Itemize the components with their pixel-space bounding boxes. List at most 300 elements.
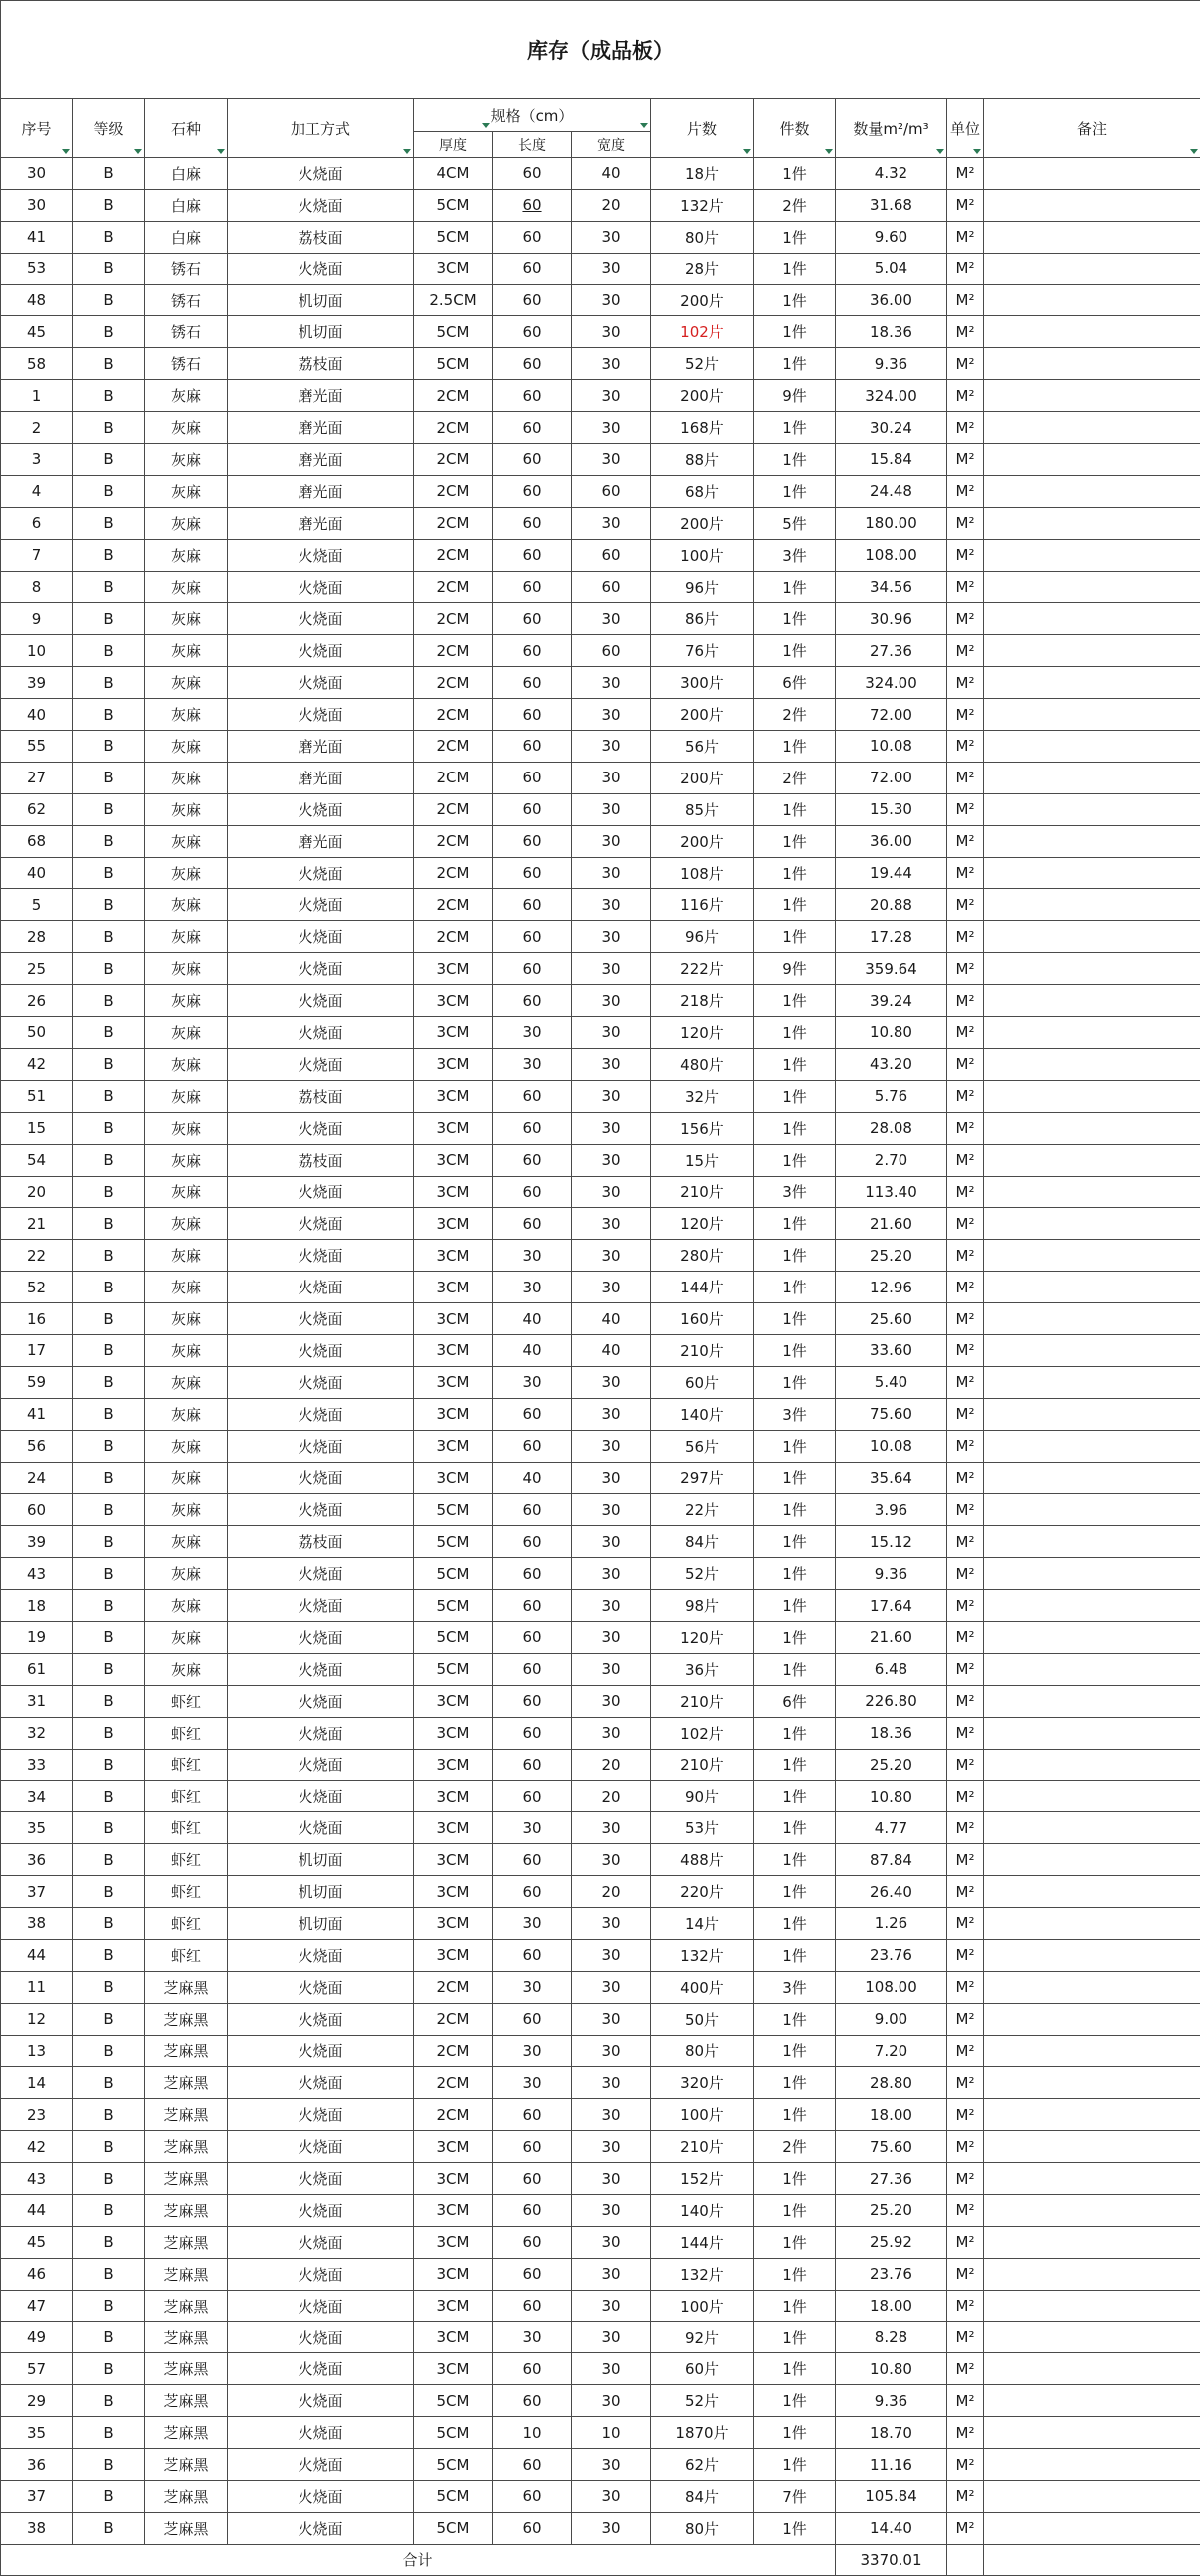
cell-process[interactable]: 火烧面 (228, 2290, 414, 2321)
cell-process[interactable]: 火烧面 (228, 189, 414, 221)
cell-stone[interactable]: 虾红 (145, 1907, 228, 1939)
cell-length[interactable]: 60 (493, 1685, 572, 1717)
cell-grade[interactable]: B (73, 1208, 145, 1240)
filter-dropdown-icon[interactable] (743, 149, 751, 154)
cell-seq[interactable]: 45 (1, 316, 73, 348)
cell-seq[interactable]: 8 (1, 571, 73, 603)
cell-qty[interactable]: 10.08 (836, 731, 947, 763)
cell-seq[interactable]: 21 (1, 1208, 73, 1240)
cell-seq[interactable]: 42 (1, 2131, 73, 2163)
header-spec[interactable]: 规格（cm） (414, 99, 651, 132)
cell-stone[interactable]: 灰麻 (145, 1303, 228, 1335)
cell-thickness[interactable]: 3CM (414, 1272, 493, 1303)
cell-pieces[interactable]: 68片 (651, 475, 754, 507)
cell-pieces[interactable]: 56片 (651, 1430, 754, 1462)
cell-seq[interactable]: 25 (1, 953, 73, 985)
cell-count[interactable]: 1件 (754, 1080, 836, 1112)
cell-qty[interactable]: 26.40 (836, 1876, 947, 1908)
cell-grade[interactable]: B (73, 2353, 145, 2385)
cell-thickness[interactable]: 3CM (414, 1017, 493, 1049)
cell-seq[interactable]: 61 (1, 1653, 73, 1685)
cell-thickness[interactable]: 3CM (414, 2226, 493, 2258)
cell-remark[interactable] (984, 1303, 1200, 1335)
cell-count[interactable]: 1件 (754, 1876, 836, 1908)
cell-stone[interactable]: 虾红 (145, 1939, 228, 1971)
cell-process[interactable]: 火烧面 (228, 2195, 414, 2227)
cell-count[interactable]: 1件 (754, 2099, 836, 2131)
cell-pieces[interactable]: 132片 (651, 1939, 754, 1971)
cell-unit[interactable]: M² (947, 1558, 984, 1590)
cell-remark[interactable] (984, 2449, 1200, 2481)
cell-stone[interactable]: 芝麻黑 (145, 2481, 228, 2513)
cell-thickness[interactable]: 3CM (414, 953, 493, 985)
cell-length[interactable]: 40 (493, 1334, 572, 1366)
cell-qty[interactable]: 324.00 (836, 667, 947, 699)
cell-length[interactable]: 30 (493, 1907, 572, 1939)
cell-length[interactable]: 60 (493, 1144, 572, 1176)
total-unit-cell[interactable] (947, 2544, 984, 2575)
cell-thickness[interactable]: 2CM (414, 380, 493, 412)
cell-count[interactable]: 1件 (754, 1334, 836, 1366)
cell-remark[interactable] (984, 667, 1200, 699)
cell-length[interactable]: 60 (493, 1876, 572, 1908)
cell-count[interactable]: 2件 (754, 189, 836, 221)
cell-seq[interactable]: 10 (1, 635, 73, 667)
cell-pieces[interactable]: 200片 (651, 507, 754, 539)
cell-count[interactable]: 1件 (754, 2003, 836, 2035)
cell-width[interactable]: 30 (572, 1017, 651, 1049)
header-unit[interactable]: 单位 (947, 99, 984, 158)
cell-grade[interactable]: B (73, 1398, 145, 1430)
cell-remark[interactable] (984, 1048, 1200, 1080)
cell-seq[interactable]: 47 (1, 2290, 73, 2321)
cell-stone[interactable]: 灰麻 (145, 699, 228, 731)
cell-seq[interactable]: 20 (1, 1176, 73, 1208)
cell-pieces[interactable]: 108片 (651, 857, 754, 889)
cell-count[interactable]: 3件 (754, 1176, 836, 1208)
cell-remark[interactable] (984, 380, 1200, 412)
cell-unit[interactable]: M² (947, 2481, 984, 2513)
cell-remark[interactable] (984, 189, 1200, 221)
cell-qty[interactable]: 10.80 (836, 1781, 947, 1812)
cell-process[interactable]: 磨光面 (228, 380, 414, 412)
cell-unit[interactable]: M² (947, 921, 984, 953)
cell-pieces[interactable]: 100片 (651, 539, 754, 571)
cell-stone[interactable]: 灰麻 (145, 444, 228, 476)
cell-width[interactable]: 30 (572, 1080, 651, 1112)
cell-remark[interactable] (984, 1366, 1200, 1398)
cell-count[interactable]: 1件 (754, 1272, 836, 1303)
cell-count[interactable]: 1件 (754, 2449, 836, 2481)
cell-grade[interactable]: B (73, 2417, 145, 2449)
cell-pieces[interactable]: 200片 (651, 825, 754, 857)
cell-unit[interactable]: M² (947, 221, 984, 253)
cell-seq[interactable]: 4 (1, 475, 73, 507)
cell-qty[interactable]: 5.40 (836, 1366, 947, 1398)
cell-stone[interactable]: 虾红 (145, 1685, 228, 1717)
cell-thickness[interactable]: 2CM (414, 2003, 493, 2035)
cell-unit[interactable]: M² (947, 1366, 984, 1398)
cell-count[interactable]: 1件 (754, 1590, 836, 1622)
cell-length[interactable]: 60 (493, 889, 572, 921)
cell-qty[interactable]: 19.44 (836, 857, 947, 889)
cell-count[interactable]: 9件 (754, 953, 836, 985)
cell-width[interactable]: 30 (572, 1398, 651, 1430)
cell-width[interactable]: 30 (572, 825, 651, 857)
cell-width[interactable]: 30 (572, 2035, 651, 2067)
cell-pieces[interactable]: 50片 (651, 2003, 754, 2035)
cell-count[interactable]: 1件 (754, 793, 836, 825)
cell-stone[interactable]: 灰麻 (145, 1176, 228, 1208)
cell-qty[interactable]: 39.24 (836, 985, 947, 1017)
cell-process[interactable]: 荔枝面 (228, 1080, 414, 1112)
cell-process[interactable]: 火烧面 (228, 253, 414, 284)
cell-count[interactable]: 7件 (754, 2481, 836, 2513)
cell-remark[interactable] (984, 1781, 1200, 1812)
cell-process[interactable]: 火烧面 (228, 2321, 414, 2353)
cell-seq[interactable]: 54 (1, 1144, 73, 1176)
cell-grade[interactable]: B (73, 953, 145, 985)
cell-stone[interactable]: 灰麻 (145, 1208, 228, 1240)
cell-length[interactable]: 60 (493, 2449, 572, 2481)
cell-qty[interactable]: 359.64 (836, 953, 947, 985)
cell-unit[interactable]: M² (947, 635, 984, 667)
cell-pieces[interactable]: 28片 (651, 253, 754, 284)
cell-seq[interactable]: 24 (1, 1462, 73, 1494)
cell-pieces[interactable]: 160片 (651, 1303, 754, 1335)
cell-length[interactable]: 60 (493, 2099, 572, 2131)
cell-qty[interactable]: 3.96 (836, 1494, 947, 1526)
cell-unit[interactable]: M² (947, 825, 984, 857)
cell-width[interactable]: 30 (572, 2226, 651, 2258)
cell-grade[interactable]: B (73, 189, 145, 221)
cell-process[interactable]: 磨光面 (228, 444, 414, 476)
cell-qty[interactable]: 15.12 (836, 1526, 947, 1558)
cell-grade[interactable]: B (73, 284, 145, 316)
cell-seq[interactable]: 35 (1, 1812, 73, 1844)
cell-unit[interactable]: M² (947, 1971, 984, 2003)
cell-remark[interactable] (984, 2003, 1200, 2035)
cell-process[interactable]: 火烧面 (228, 1430, 414, 1462)
cell-process[interactable]: 火烧面 (228, 1303, 414, 1335)
cell-stone[interactable]: 灰麻 (145, 825, 228, 857)
cell-process[interactable]: 机切面 (228, 316, 414, 348)
cell-process[interactable]: 火烧面 (228, 2512, 414, 2544)
cell-length[interactable]: 60 (493, 2353, 572, 2385)
cell-qty[interactable]: 28.08 (836, 1112, 947, 1144)
cell-length[interactable]: 60 (493, 921, 572, 953)
cell-length[interactable]: 30 (493, 2067, 572, 2099)
cell-length[interactable]: 60 (493, 284, 572, 316)
cell-remark[interactable] (984, 1812, 1200, 1844)
cell-pieces[interactable]: 144片 (651, 1272, 754, 1303)
cell-grade[interactable]: B (73, 412, 145, 444)
cell-stone[interactable]: 锈石 (145, 348, 228, 380)
cell-thickness[interactable]: 2CM (414, 412, 493, 444)
cell-unit[interactable]: M² (947, 1717, 984, 1749)
cell-unit[interactable]: M² (947, 380, 984, 412)
cell-grade[interactable]: B (73, 825, 145, 857)
cell-qty[interactable]: 30.96 (836, 603, 947, 635)
cell-qty[interactable]: 33.60 (836, 1334, 947, 1366)
cell-thickness[interactable]: 5CM (414, 1558, 493, 1590)
cell-width[interactable]: 30 (572, 953, 651, 985)
cell-remark[interactable] (984, 1717, 1200, 1749)
cell-width[interactable]: 30 (572, 380, 651, 412)
cell-thickness[interactable]: 3CM (414, 1240, 493, 1272)
cell-width[interactable]: 20 (572, 1876, 651, 1908)
cell-length[interactable]: 60 (493, 316, 572, 348)
cell-width[interactable]: 30 (572, 1176, 651, 1208)
cell-process[interactable]: 机切面 (228, 284, 414, 316)
cell-qty[interactable]: 226.80 (836, 1685, 947, 1717)
cell-process[interactable]: 火烧面 (228, 1208, 414, 1240)
cell-remark[interactable] (984, 253, 1200, 284)
cell-unit[interactable]: M² (947, 1526, 984, 1558)
cell-length[interactable]: 60 (493, 1781, 572, 1812)
cell-remark[interactable] (984, 1558, 1200, 1590)
cell-process[interactable]: 火烧面 (228, 1812, 414, 1844)
cell-unit[interactable]: M² (947, 1621, 984, 1653)
cell-stone[interactable]: 灰麻 (145, 1590, 228, 1622)
cell-grade[interactable]: B (73, 1749, 145, 1781)
header-seq[interactable]: 序号 (1, 99, 73, 158)
cell-remark[interactable] (984, 1462, 1200, 1494)
cell-grade[interactable]: B (73, 1781, 145, 1812)
cell-unit[interactable]: M² (947, 1844, 984, 1876)
cell-stone[interactable]: 灰麻 (145, 1080, 228, 1112)
cell-remark[interactable] (984, 1176, 1200, 1208)
cell-pieces[interactable]: 84片 (651, 1526, 754, 1558)
cell-unit[interactable]: M² (947, 857, 984, 889)
cell-seq[interactable]: 23 (1, 2099, 73, 2131)
cell-grade[interactable]: B (73, 253, 145, 284)
cell-remark[interactable] (984, 1240, 1200, 1272)
cell-stone[interactable]: 芝麻黑 (145, 2258, 228, 2290)
cell-pieces[interactable]: 220片 (651, 1876, 754, 1908)
cell-count[interactable]: 1件 (754, 2321, 836, 2353)
cell-seq[interactable]: 11 (1, 1971, 73, 2003)
cell-thickness[interactable]: 5CM (414, 316, 493, 348)
cell-length[interactable]: 60 (493, 253, 572, 284)
cell-seq[interactable]: 34 (1, 1781, 73, 1812)
cell-thickness[interactable]: 2CM (414, 2067, 493, 2099)
cell-process[interactable]: 火烧面 (228, 953, 414, 985)
cell-stone[interactable]: 灰麻 (145, 1112, 228, 1144)
cell-stone[interactable]: 芝麻黑 (145, 2512, 228, 2544)
cell-length[interactable]: 60 (493, 953, 572, 985)
cell-seq[interactable]: 52 (1, 1272, 73, 1303)
cell-count[interactable]: 1件 (754, 1558, 836, 1590)
cell-count[interactable]: 2件 (754, 699, 836, 731)
cell-width[interactable]: 30 (572, 1048, 651, 1080)
cell-seq[interactable]: 28 (1, 921, 73, 953)
cell-remark[interactable] (984, 158, 1200, 190)
cell-grade[interactable]: B (73, 1240, 145, 1272)
cell-qty[interactable]: 8.28 (836, 2321, 947, 2353)
cell-stone[interactable]: 灰麻 (145, 1144, 228, 1176)
cell-thickness[interactable]: 5CM (414, 1590, 493, 1622)
cell-pieces[interactable]: 222片 (651, 953, 754, 985)
cell-remark[interactable] (984, 539, 1200, 571)
cell-stone[interactable]: 芝麻黑 (145, 2195, 228, 2227)
cell-pieces[interactable]: 14片 (651, 1907, 754, 1939)
cell-qty[interactable]: 2.70 (836, 1144, 947, 1176)
cell-width[interactable]: 30 (572, 1462, 651, 1494)
cell-grade[interactable]: B (73, 1048, 145, 1080)
cell-process[interactable]: 机切面 (228, 1907, 414, 1939)
cell-count[interactable]: 1件 (754, 284, 836, 316)
cell-remark[interactable] (984, 284, 1200, 316)
cell-width[interactable]: 30 (572, 2385, 651, 2417)
filter-dropdown-icon[interactable] (62, 149, 70, 154)
cell-count[interactable]: 3件 (754, 1398, 836, 1430)
cell-pieces[interactable]: 116片 (651, 889, 754, 921)
header-process[interactable]: 加工方式 (228, 99, 414, 158)
cell-remark[interactable] (984, 1971, 1200, 2003)
cell-width[interactable]: 30 (572, 444, 651, 476)
cell-width[interactable]: 30 (572, 2258, 651, 2290)
cell-count[interactable]: 1件 (754, 1907, 836, 1939)
cell-unit[interactable]: M² (947, 2003, 984, 2035)
cell-width[interactable]: 30 (572, 1621, 651, 1653)
cell-remark[interactable] (984, 2163, 1200, 2195)
cell-grade[interactable]: B (73, 2481, 145, 2513)
cell-count[interactable]: 1件 (754, 2385, 836, 2417)
cell-grade[interactable]: B (73, 316, 145, 348)
cell-pieces[interactable]: 480片 (651, 1048, 754, 1080)
cell-pieces[interactable]: 52片 (651, 1558, 754, 1590)
cell-pieces[interactable]: 156片 (651, 1112, 754, 1144)
cell-unit[interactable]: M² (947, 1749, 984, 1781)
cell-pieces[interactable]: 210片 (651, 1685, 754, 1717)
cell-length[interactable]: 60 (493, 1494, 572, 1526)
cell-pieces[interactable]: 15片 (651, 1144, 754, 1176)
cell-seq[interactable]: 38 (1, 1907, 73, 1939)
cell-stone[interactable]: 锈石 (145, 284, 228, 316)
cell-stone[interactable]: 灰麻 (145, 1621, 228, 1653)
cell-width[interactable]: 30 (572, 603, 651, 635)
cell-qty[interactable]: 72.00 (836, 699, 947, 731)
cell-thickness[interactable]: 2CM (414, 731, 493, 763)
cell-width[interactable]: 30 (572, 2353, 651, 2385)
cell-thickness[interactable]: 2CM (414, 889, 493, 921)
cell-grade[interactable]: B (73, 1144, 145, 1176)
cell-stone[interactable]: 灰麻 (145, 507, 228, 539)
cell-remark[interactable] (984, 1939, 1200, 1971)
cell-remark[interactable] (984, 985, 1200, 1017)
cell-process[interactable]: 火烧面 (228, 1017, 414, 1049)
cell-count[interactable]: 1件 (754, 475, 836, 507)
cell-length[interactable]: 60 (493, 1653, 572, 1685)
cell-process[interactable]: 火烧面 (228, 1590, 414, 1622)
cell-thickness[interactable]: 3CM (414, 1303, 493, 1335)
cell-grade[interactable]: B (73, 921, 145, 953)
cell-unit[interactable]: M² (947, 475, 984, 507)
cell-qty[interactable]: 27.36 (836, 2163, 947, 2195)
cell-width[interactable]: 60 (572, 571, 651, 603)
cell-unit[interactable]: M² (947, 1653, 984, 1685)
cell-count[interactable]: 1件 (754, 1812, 836, 1844)
cell-qty[interactable]: 105.84 (836, 2481, 947, 2513)
filter-dropdown-icon[interactable] (403, 149, 411, 154)
cell-remark[interactable] (984, 1430, 1200, 1462)
cell-unit[interactable]: M² (947, 1939, 984, 1971)
cell-pieces[interactable]: 80片 (651, 221, 754, 253)
cell-thickness[interactable]: 2CM (414, 444, 493, 476)
cell-length[interactable]: 60 (493, 667, 572, 699)
cell-stone[interactable]: 灰麻 (145, 1653, 228, 1685)
cell-stone[interactable]: 灰麻 (145, 571, 228, 603)
cell-count[interactable]: 1件 (754, 1494, 836, 1526)
cell-thickness[interactable]: 5CM (414, 2449, 493, 2481)
cell-pieces[interactable]: 400片 (651, 1971, 754, 2003)
cell-width[interactable]: 30 (572, 253, 651, 284)
cell-length[interactable]: 30 (493, 1017, 572, 1049)
cell-grade[interactable]: B (73, 1430, 145, 1462)
cell-width[interactable]: 30 (572, 1812, 651, 1844)
cell-thickness[interactable]: 3CM (414, 1208, 493, 1240)
cell-thickness[interactable]: 3CM (414, 1430, 493, 1462)
cell-grade[interactable]: B (73, 1621, 145, 1653)
cell-qty[interactable]: 11.16 (836, 2449, 947, 2481)
cell-stone[interactable]: 灰麻 (145, 731, 228, 763)
filter-dropdown-icon[interactable] (134, 149, 142, 154)
cell-unit[interactable]: M² (947, 539, 984, 571)
cell-unit[interactable]: M² (947, 731, 984, 763)
cell-remark[interactable] (984, 475, 1200, 507)
cell-count[interactable]: 1件 (754, 1208, 836, 1240)
cell-seq[interactable]: 46 (1, 2258, 73, 2290)
cell-pieces[interactable]: 18片 (651, 158, 754, 190)
cell-seq[interactable]: 2 (1, 412, 73, 444)
cell-count[interactable]: 1件 (754, 889, 836, 921)
filter-dropdown-icon[interactable] (973, 149, 981, 154)
cell-qty[interactable]: 36.00 (836, 825, 947, 857)
cell-width[interactable]: 20 (572, 189, 651, 221)
cell-process[interactable]: 火烧面 (228, 2131, 414, 2163)
cell-unit[interactable]: M² (947, 253, 984, 284)
header-pieces[interactable]: 片数 (651, 99, 754, 158)
cell-seq[interactable]: 30 (1, 189, 73, 221)
cell-width[interactable]: 30 (572, 1272, 651, 1303)
cell-length[interactable]: 60 (493, 348, 572, 380)
cell-process[interactable]: 火烧面 (228, 1749, 414, 1781)
cell-qty[interactable]: 10.80 (836, 2353, 947, 2385)
cell-qty[interactable]: 5.04 (836, 253, 947, 284)
cell-count[interactable]: 1件 (754, 2353, 836, 2385)
cell-process[interactable]: 磨光面 (228, 762, 414, 793)
cell-unit[interactable]: M² (947, 1334, 984, 1366)
cell-qty[interactable]: 9.60 (836, 221, 947, 253)
cell-qty[interactable]: 18.36 (836, 316, 947, 348)
cell-width[interactable]: 30 (572, 2067, 651, 2099)
cell-seq[interactable]: 62 (1, 793, 73, 825)
cell-unit[interactable]: M² (947, 189, 984, 221)
cell-grade[interactable]: B (73, 603, 145, 635)
cell-qty[interactable]: 75.60 (836, 2131, 947, 2163)
cell-length[interactable]: 60 (493, 1844, 572, 1876)
filter-dropdown-icon[interactable] (1190, 149, 1198, 154)
cell-thickness[interactable]: 3CM (414, 1144, 493, 1176)
cell-process[interactable]: 火烧面 (228, 2385, 414, 2417)
cell-stone[interactable]: 芝麻黑 (145, 2003, 228, 2035)
cell-width[interactable]: 30 (572, 2195, 651, 2227)
filter-dropdown-icon[interactable] (825, 149, 833, 154)
cell-grade[interactable]: B (73, 2449, 145, 2481)
cell-qty[interactable]: 6.48 (836, 1653, 947, 1685)
cell-remark[interactable] (984, 2512, 1200, 2544)
